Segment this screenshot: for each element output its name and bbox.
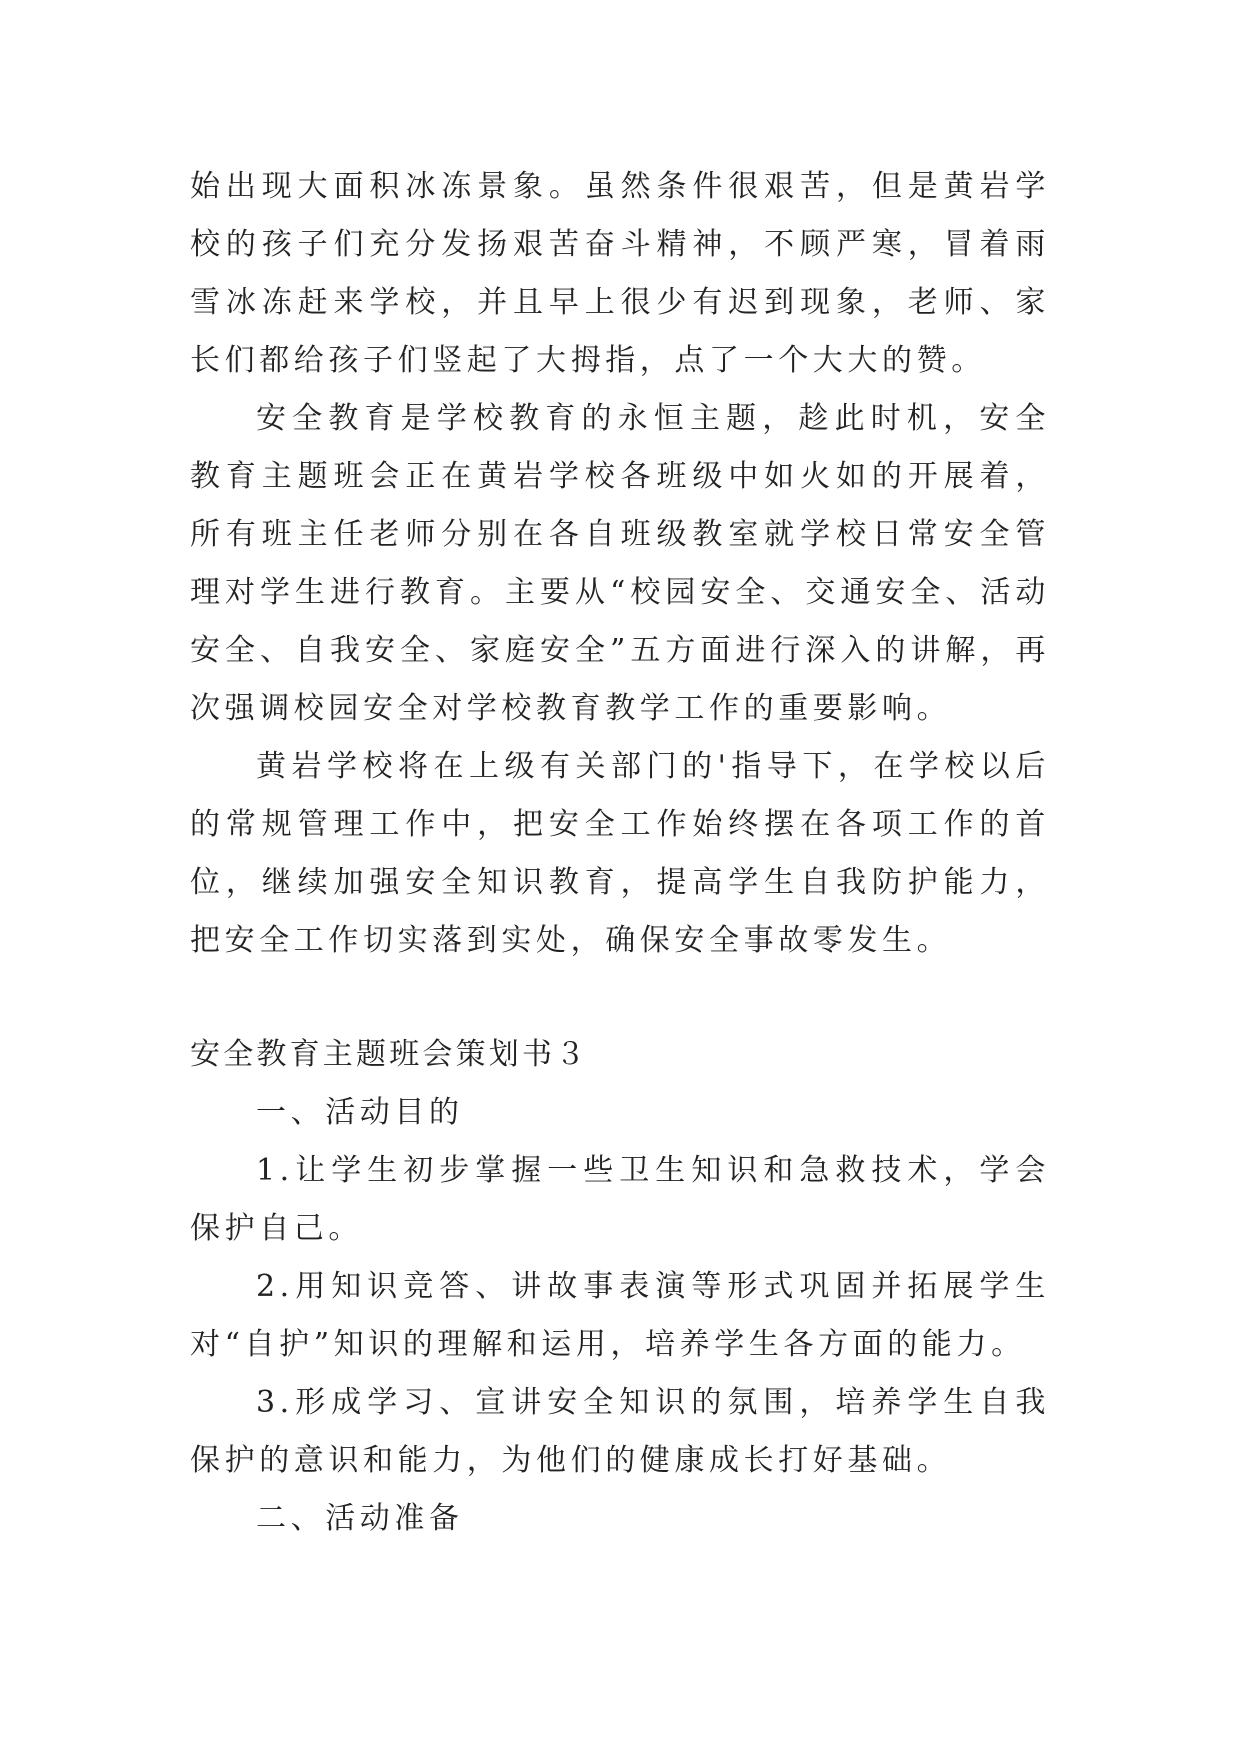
goal-item-2: 2.用知识竞答、讲故事表演等形式巩固并拓展学生对“自护”知识的理解和运用，培养学生各方面的能力。 (190, 1269, 1050, 1362)
document-body (190, 158, 1050, 1548)
goal-item-1: 1.让学生初步掌握一些卫生知识和急救技术，学会保护自己。 (190, 1153, 1050, 1246)
paragraph-future-plan: 黄岩学校将在上级有关部门的'指导下，在学校以后的常规管理工作中，把安全工作始终摆在各项工作的首位，继续加强安全知识教育，提高学生自我防护能力，把安全工作切实落到实处，确保安全事故零发生。 (190, 749, 1050, 958)
heading-activity-preparation: 二、活动准备 (256, 1501, 464, 1536)
heading-activity-goal: 一、活动目的 (256, 1095, 464, 1130)
section-spacer (190, 970, 1050, 1026)
goal-item-3: 3.形成学习、宣讲安全知识的氛围，培养学生自我保护的意识和能力，为他们的健康成长打好基础。 (190, 1385, 1050, 1478)
paragraph-safety-theme: 安全教育是学校教育的永恒主题，趁此时机，安全教育主题班会正在黄岩学校各班级中如火如的开展着，所有班主任老师分别在各自班级教室就学校日常安全管理对学生进行教育。主要从“校园安全、交通安全、活动安全、自我安全、家庭安全”五方面进行深入的讲解，再次强调校园安全对学校教育教学工作的重要影响。 (190, 401, 1050, 726)
section-title: 安全教育主题班会策划书３ (190, 1037, 589, 1072)
paragraph-continuation: 始出现大面积冰冻景象。虽然条件很艰苦，但是黄岩学校的孩子们充分发扬艰苦奋斗精神，不顾严寒，冒着雨雪冰冻赶来学校，并且早上很少有迟到现象，老师、家长们都给孩子们竖起了大拇指，点了一个大大的赞。 (190, 169, 1050, 378)
